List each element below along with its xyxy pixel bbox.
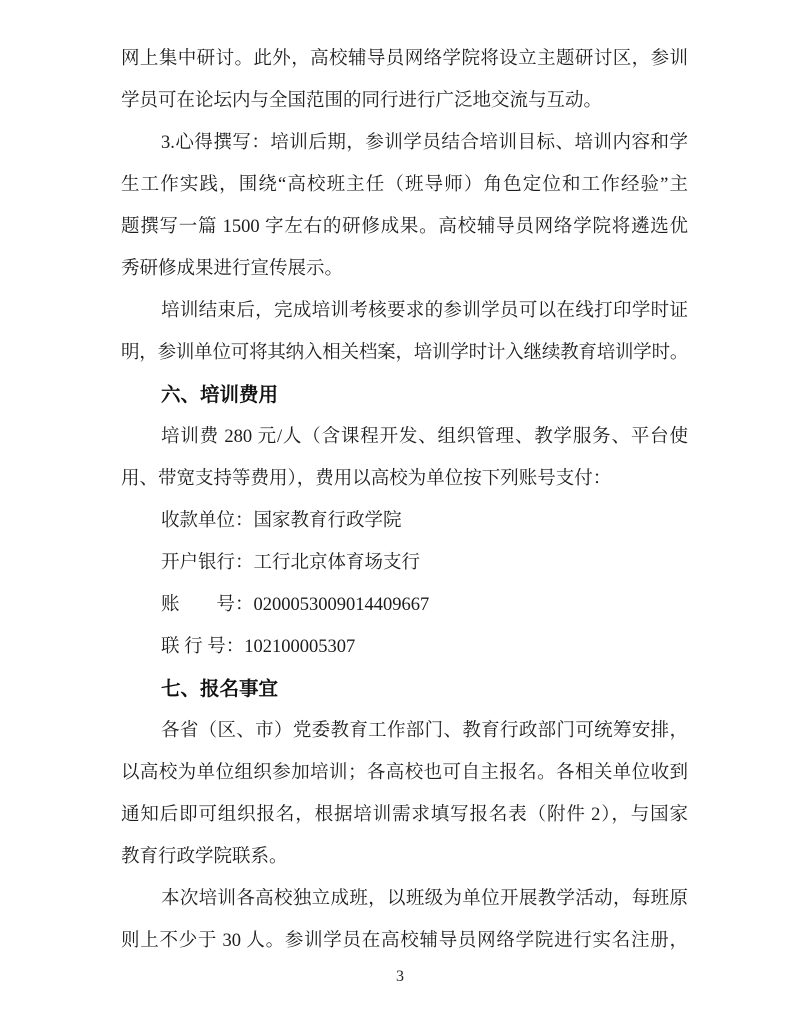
doc-line: 3.心得撰写：培训后期，参训学员结合培训目标、培训内容和学 <box>161 133 688 153</box>
page-number: 3 <box>396 968 404 985</box>
doc-line: 本次培训各高校独立成班，以班级为单位开展教学活动，每班原 <box>161 889 688 909</box>
document-body <box>121 38 688 962</box>
doc-line: 明，参训单位可将其纳入相关档案，培训学时计入继续教育培训学时。 <box>121 343 688 363</box>
doc-line: 培训结束后，完成培训考核要求的参训学员可以在线打印学时证 <box>161 301 688 321</box>
doc-line: 秀研修成果进行宣传展示。 <box>121 259 344 279</box>
section-heading-fee: 六、培训费用 <box>161 384 279 406</box>
doc-line: 教育行政学院联系。 <box>121 847 288 867</box>
doc-line: 各省（区、市）党委教育工作部门、教育行政部门可统筹安排， <box>161 721 688 741</box>
doc-line: 网上集中研讨。此外，高校辅导员网络学院将设立主题研讨区，参训 <box>121 49 688 69</box>
doc-line: 则上不少于 30 人。参训学员在高校辅导员网络学院进行实名注册， <box>121 931 688 951</box>
payee-line: 收款单位：国家教育行政学院 <box>161 511 402 531</box>
doc-line: 以高校为单位组织参加培训；各高校也可自主报名。各相关单位收到 <box>121 763 688 783</box>
account-number-line: 账 号：0200053009014409667 <box>161 595 430 615</box>
section-heading-registration: 七、报名事宜 <box>161 678 279 700</box>
bank-code-line: 联 行 号：102100005307 <box>161 637 356 657</box>
doc-line: 用、带宽支持等费用），费用以高校为单位按下列账号支付： <box>121 469 612 489</box>
bank-line: 开户银行：工行北京体育场支行 <box>161 553 421 573</box>
doc-line: 通知后即可组织报名，根据培训需求填写报名表（附件 2），与国家 <box>121 805 688 825</box>
doc-line: 题撰写一篇 1500 字左右的研修成果。高校辅导员网络学院将遴选优 <box>121 217 688 237</box>
doc-line: 学员可在论坛内与全国范围的同行进行广泛地交流与互动。 <box>121 91 603 111</box>
doc-line: 生工作实践，围绕“高校班主任（班导师）角色定位和工作经验”主 <box>121 175 688 195</box>
doc-line: 培训费 280 元/人（含课程开发、组织管理、教学服务、平台使 <box>161 427 688 447</box>
